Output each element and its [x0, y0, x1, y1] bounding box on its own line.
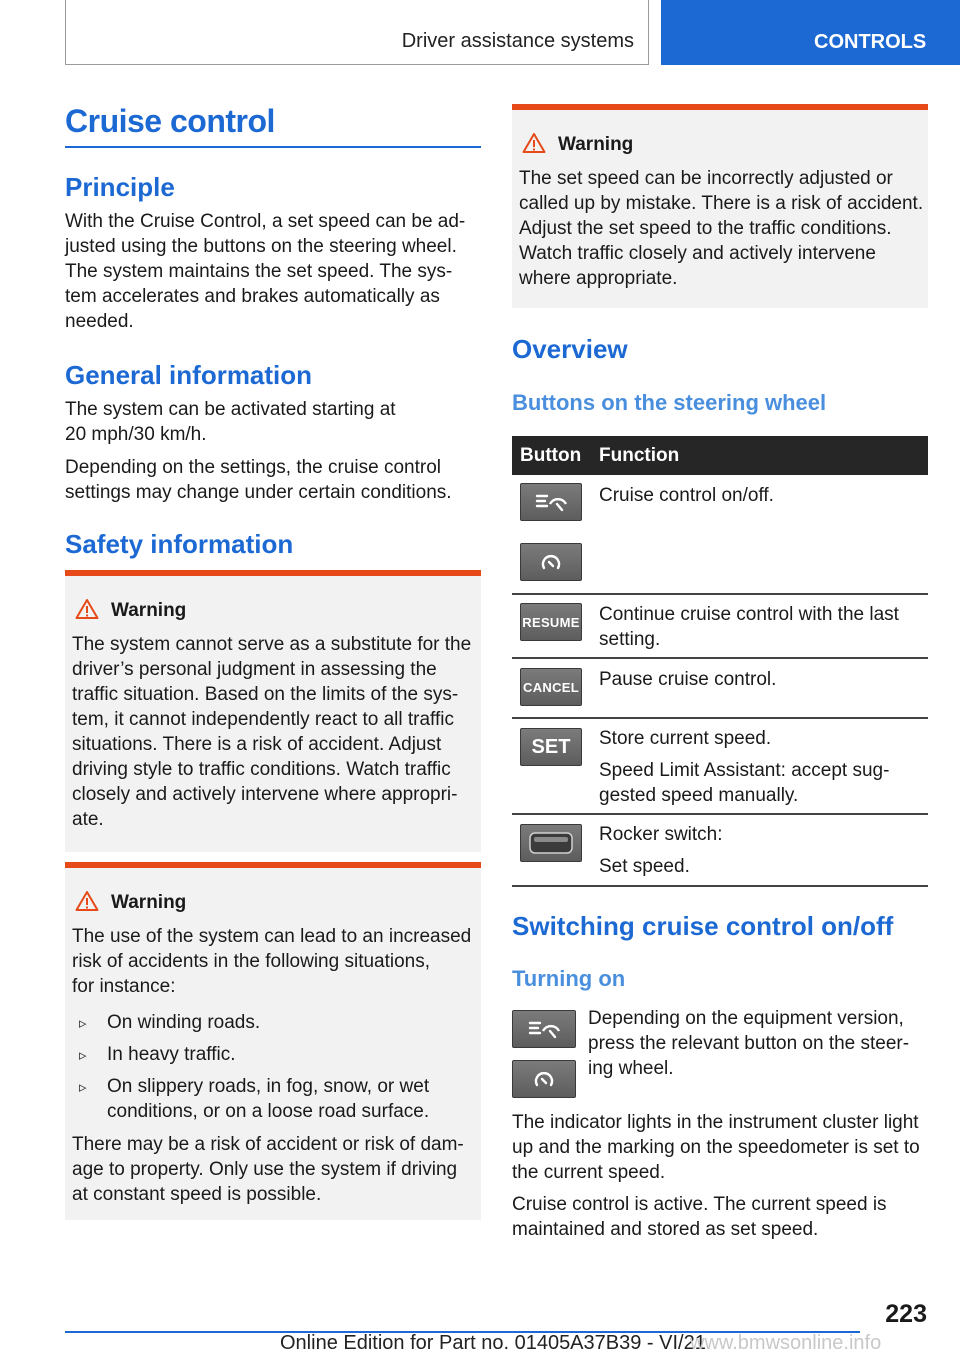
page-number: 223 [885, 1300, 927, 1328]
turning-on-text-2: The indicator lights in the instrument cluster light up and the marking on the speedometer is set to the current speed. [512, 1112, 920, 1183]
warning-1-text: The system cannot serve as a substitute for the driver’s personal judgment in assessing the traffic situation. Based on the limits of the sys‐ tem, it cannot independently react to all traffic situations. There is a risk of accident. Adjust driving style to traffic conditions. Watch traffic closely and actively intervene where appropri‐ ate. [72, 634, 472, 830]
cruise-speedometer-button [520, 543, 582, 581]
table-header-function: Function [599, 445, 680, 466]
table-row-3-function: Pause cruise control. [599, 669, 777, 690]
heading-buttons-steering-wheel: Buttons on the steering wheel [512, 390, 827, 415]
warning-2-intro: The use of the system can lead to an increased risk of accidents in the following situations, for instance: [72, 926, 472, 997]
speedometer-icon [529, 1067, 559, 1091]
cancel-button: CANCEL [520, 668, 582, 706]
table-row-5-function: Rocker switch: Set speed. [599, 824, 723, 877]
general-text-1: The system can be activated starting at 20 mph/30 km/h. [65, 399, 396, 445]
cruise-icon [533, 490, 569, 514]
table-row-divider [512, 593, 928, 595]
table-row-divider [512, 885, 928, 887]
principle-text: With the Cruise Control, a set speed can be ad‐ justed using the buttons on the steering wheel. The system maintains the set speed. The sys‐ tem accelerates and brakes automatically as needed. [65, 211, 466, 332]
heading-safety-information: Safety information [65, 529, 294, 559]
buttons-table [512, 436, 928, 888]
rocker-icon [526, 828, 576, 858]
set-button: SET [520, 728, 582, 766]
turning-on-text-3: Cruise control is active. The current speed is maintained and stored as set speed. [512, 1194, 887, 1240]
table-row-divider [512, 657, 928, 659]
warning-triangle-icon [522, 132, 546, 154]
header-section-tab [65, 0, 649, 65]
warning-box-2 [65, 862, 481, 1220]
warning-box-1 [65, 570, 481, 852]
bullet-triangle-icon: ▹ [79, 1079, 87, 1096]
header-chapter-tab [661, 0, 960, 65]
rocker-switch-button [520, 824, 582, 862]
warning-2-outro: There may be a risk of accident or risk of dam‐ age to property. Only use the system if driving at constant speed is possible. [72, 1134, 464, 1205]
table-row-4-function: Store current speed. Speed Limit Assistant: accept sug‐ gested speed manually. [599, 728, 890, 806]
bullet-triangle-icon: ▹ [79, 1047, 87, 1064]
table-row-2-function: Continue cruise control with the last setting. [599, 604, 899, 650]
warning-triangle-icon [75, 890, 99, 912]
table-row-1-function: Cruise control on/off. [599, 485, 774, 506]
title-rule [65, 146, 481, 148]
warning-2-title: Warning [111, 892, 187, 913]
cruise-speedometer-button [512, 1060, 576, 1098]
warning-3-text: The set speed can be incorrectly adjusted or called up by mistake. There is a risk of accident. Adjust the set speed to the traffic conditions. Watch traffic closely and actively intervene where appropriate. [519, 168, 924, 289]
table-header [512, 436, 928, 475]
turning-on-text-1: Depending on the equipment version, press the relevant button on the steer‐ ing wheel. [588, 1008, 910, 1079]
bullet-item: In heavy traffic. [107, 1044, 236, 1065]
table-header-button: Button [520, 445, 582, 466]
resume-button: RESUME [520, 603, 582, 641]
heading-turning-on: Turning on [512, 966, 626, 991]
cruise-control-button [520, 483, 582, 521]
general-text-2: Depending on the settings, the cruise control settings may change under certain conditions. [65, 457, 452, 503]
heading-general-information: General information [65, 360, 313, 390]
heading-overview: Overview [512, 334, 628, 364]
warning-3-title: Warning [558, 134, 634, 155]
warning-1-title: Warning [111, 600, 187, 621]
heading-principle: Principle [65, 172, 175, 202]
page-title: Cruise control [65, 103, 275, 139]
header-section-title: Driver assistance systems [401, 30, 634, 52]
bullet-item: On slippery roads, in fog, snow, or wet conditions, or on a loose road surface. [107, 1076, 430, 1122]
bullet-triangle-icon: ▹ [79, 1015, 87, 1032]
heading-switching-cruise-control: Switching cruise control on/off [512, 911, 894, 941]
cruise-icon [526, 1017, 562, 1041]
bullet-item: On winding roads. [107, 1012, 261, 1033]
speedometer-icon [536, 550, 566, 574]
footer-watermark: www.bmwsonline.info [690, 1332, 882, 1354]
cruise-control-button [512, 1010, 576, 1048]
footer-edition: Online Edition for Part no. 01405A37B39 - VI/21 [280, 1332, 706, 1354]
warning-box-3 [512, 104, 928, 308]
header-chapter-title: CONTROLS [814, 31, 927, 53]
table-row-divider [512, 717, 928, 719]
table-row-divider [512, 813, 928, 815]
warning-triangle-icon [75, 598, 99, 620]
